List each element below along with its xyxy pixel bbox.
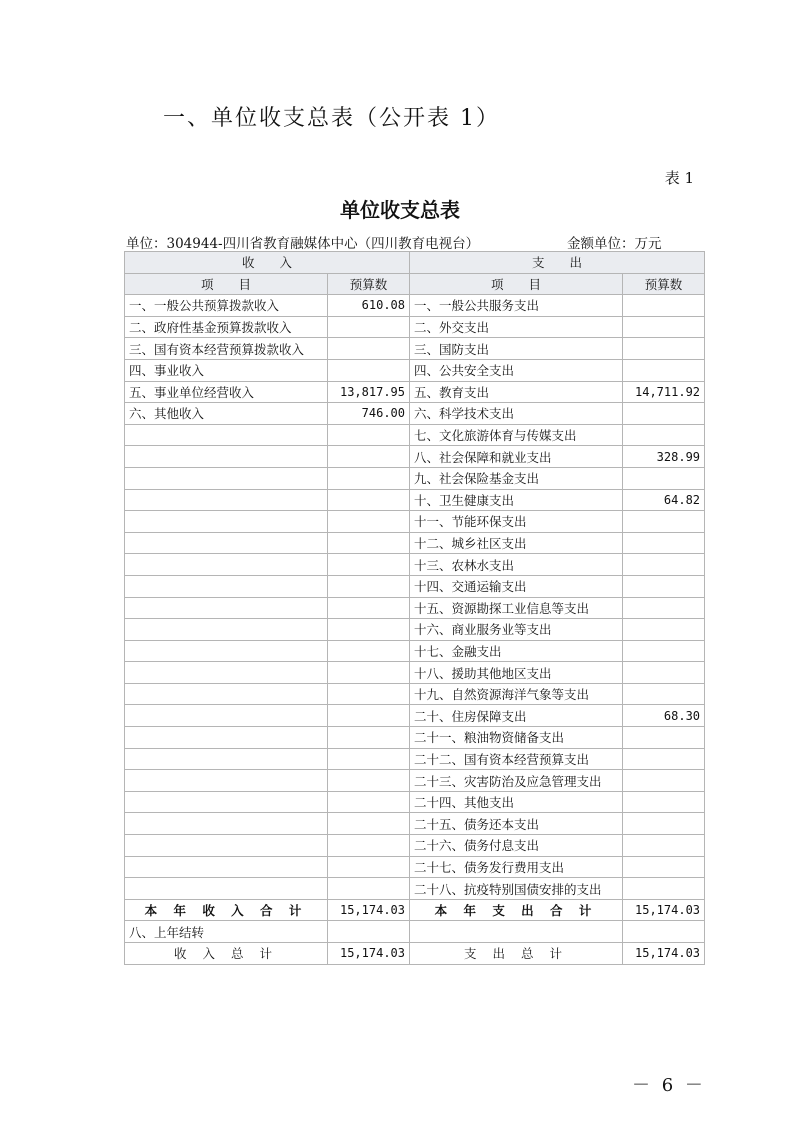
- income-value-cell: [328, 446, 410, 468]
- expense-item-cell: 二、外交支出: [410, 316, 623, 338]
- expense-budget-header: 预算数: [623, 273, 705, 295]
- income-subtotal-label: 本 年 收 入 合 计: [125, 899, 328, 921]
- income-value-cell: [328, 770, 410, 792]
- table-row: [125, 770, 705, 792]
- expense-value-cell: [623, 511, 705, 533]
- expense-value-cell: [623, 748, 705, 770]
- income-item-cell: 二、政府性基金预算拨款收入: [125, 316, 328, 338]
- expense-item-cell: 十四、交通运输支出: [410, 575, 623, 597]
- income-value-cell: [328, 727, 410, 749]
- income-value-cell: [328, 856, 410, 878]
- expense-value-cell: [623, 835, 705, 857]
- expense-item-cell: 一、一般公共服务支出: [410, 295, 623, 317]
- expense-item-cell: 二十六、债务付息支出: [410, 835, 623, 857]
- income-item-cell: 六、其他收入: [125, 403, 328, 425]
- expense-item-cell: 十七、金融支出: [410, 640, 623, 662]
- income-item-cell: [125, 640, 328, 662]
- income-value-cell: 610.08: [328, 295, 410, 317]
- table-row: [125, 705, 705, 727]
- expense-subtotal-label: 本 年 支 出 合 计: [410, 899, 623, 921]
- expense-value-cell: [623, 359, 705, 381]
- expense-item-cell: 十一、节能环保支出: [410, 511, 623, 533]
- expense-value-cell: [623, 424, 705, 446]
- table-row: [125, 467, 705, 489]
- income-total-value: 15,174.03: [328, 943, 410, 965]
- table-row: [125, 835, 705, 857]
- total-row: [125, 943, 705, 965]
- expense-value-cell: 68.30: [623, 705, 705, 727]
- expense-item-cell: 二十五、债务还本支出: [410, 813, 623, 835]
- expense-item-cell: 七、文化旅游体育与传媒支出: [410, 424, 623, 446]
- income-value-cell: [328, 316, 410, 338]
- expense-item-cell: 三、国防支出: [410, 338, 623, 360]
- income-item-cell: 五、事业单位经营收入: [125, 381, 328, 403]
- expense-header: 支 出: [410, 252, 705, 274]
- income-item-cell: 一、一般公共预算拨款收入: [125, 295, 328, 317]
- table-row: [125, 878, 705, 900]
- income-value-cell: [328, 489, 410, 511]
- table-row: [125, 554, 705, 576]
- income-item-cell: [125, 467, 328, 489]
- table-row: [125, 489, 705, 511]
- income-value-cell: [328, 424, 410, 446]
- table-row: [125, 295, 705, 317]
- table-row: [125, 856, 705, 878]
- income-header: 收 入: [125, 252, 410, 274]
- income-item-cell: 三、国有资本经营预算拨款收入: [125, 338, 328, 360]
- income-item-cell: [125, 489, 328, 511]
- expense-subtotal-value: 15,174.03: [623, 899, 705, 921]
- expense-value-cell: 14,711.92: [623, 381, 705, 403]
- income-value-cell: [328, 640, 410, 662]
- income-value-cell: [328, 532, 410, 554]
- expense-total-label: 支 出 总 计: [410, 943, 623, 965]
- income-budget-header: 预算数: [328, 273, 410, 295]
- income-item-cell: [125, 727, 328, 749]
- income-item-cell: [125, 813, 328, 835]
- income-subtotal-value: 15,174.03: [328, 899, 410, 921]
- carryover-expense-item: [410, 921, 623, 943]
- income-value-cell: [328, 597, 410, 619]
- table-row: [125, 532, 705, 554]
- expense-value-cell: [623, 316, 705, 338]
- income-item-cell: [125, 791, 328, 813]
- expense-item-cell: 十三、农林水支出: [410, 554, 623, 576]
- income-value-cell: [328, 878, 410, 900]
- table-title: 单位收支总表: [340, 198, 460, 222]
- income-item-cell: [125, 878, 328, 900]
- table-row: [125, 683, 705, 705]
- expense-value-cell: [623, 813, 705, 835]
- income-item-cell: [125, 511, 328, 533]
- income-value-cell: [328, 359, 410, 381]
- table-row: [125, 748, 705, 770]
- income-value-cell: [328, 467, 410, 489]
- expense-item-cell: 十二、城乡社区支出: [410, 532, 623, 554]
- carryover-expense-value: [623, 921, 705, 943]
- table-row: [125, 597, 705, 619]
- income-value-cell: [328, 748, 410, 770]
- expense-item-cell: 二十、住房保障支出: [410, 705, 623, 727]
- table-row: [125, 359, 705, 381]
- table-row: [125, 727, 705, 749]
- expense-item-cell: 八、社会保障和就业支出: [410, 446, 623, 468]
- income-value-cell: [328, 791, 410, 813]
- table-number: 表 1: [664, 169, 694, 187]
- income-item-cell: [125, 662, 328, 684]
- table-group-header: [125, 252, 705, 274]
- table-row: [125, 619, 705, 641]
- table-row: [125, 511, 705, 533]
- amount-unit: 金额单位：万元: [567, 236, 662, 252]
- income-value-cell: [328, 511, 410, 533]
- carryover-label: 八、上年结转: [125, 921, 328, 943]
- expense-item-cell: 五、教育支出: [410, 381, 623, 403]
- expense-item-cell: 四、公共安全支出: [410, 359, 623, 381]
- table-row: [125, 640, 705, 662]
- table-row: [125, 575, 705, 597]
- unit-line: 单位：304944-四川省教育融媒体中心（四川教育电视台）: [126, 236, 480, 252]
- expense-value-cell: [623, 856, 705, 878]
- expense-total-value: 15,174.03: [623, 943, 705, 965]
- table-row: [125, 381, 705, 403]
- expense-item-cell: 二十三、灾害防治及应急管理支出: [410, 770, 623, 792]
- expense-item-cell: 二十八、抗疫特别国债安排的支出: [410, 878, 623, 900]
- expense-item-cell: 二十一、粮油物资储备支出: [410, 727, 623, 749]
- expense-value-cell: [623, 597, 705, 619]
- expense-value-cell: [623, 683, 705, 705]
- expense-item-cell: 十、卫生健康支出: [410, 489, 623, 511]
- income-item-cell: 四、事业收入: [125, 359, 328, 381]
- income-total-label: 收 入 总 计: [125, 943, 328, 965]
- page-number: － 6 －: [632, 1075, 706, 1096]
- income-value-cell: [328, 813, 410, 835]
- expense-item-cell: 二十四、其他支出: [410, 791, 623, 813]
- income-value-cell: [328, 662, 410, 684]
- expense-item-cell: 十八、援助其他地区支出: [410, 662, 623, 684]
- income-item-cell: [125, 554, 328, 576]
- income-item-cell: [125, 705, 328, 727]
- table-row: [125, 446, 705, 468]
- income-item-cell: [125, 856, 328, 878]
- expense-item-cell: 二十七、债务发行费用支出: [410, 856, 623, 878]
- table-row: [125, 662, 705, 684]
- expense-value-cell: [623, 619, 705, 641]
- expense-value-cell: 64.82: [623, 489, 705, 511]
- expense-value-cell: 328.99: [623, 446, 705, 468]
- income-value-cell: 13,817.95: [328, 381, 410, 403]
- expense-item-header: 项 目: [410, 273, 623, 295]
- income-item-cell: [125, 619, 328, 641]
- expense-item-cell: 十六、商业服务业等支出: [410, 619, 623, 641]
- expense-value-cell: [623, 575, 705, 597]
- expense-value-cell: [623, 295, 705, 317]
- table-row: [125, 338, 705, 360]
- expense-value-cell: [623, 791, 705, 813]
- income-item-cell: [125, 597, 328, 619]
- carryover-value: [328, 921, 410, 943]
- income-value-cell: [328, 338, 410, 360]
- expense-item-cell: 六、科学技术支出: [410, 403, 623, 425]
- income-item-header: 项 目: [125, 273, 328, 295]
- income-value-cell: [328, 683, 410, 705]
- income-value-cell: [328, 705, 410, 727]
- income-item-cell: [125, 683, 328, 705]
- income-value-cell: [328, 835, 410, 857]
- table-row: [125, 316, 705, 338]
- expense-value-cell: [623, 662, 705, 684]
- carryover-row: [125, 921, 705, 943]
- expense-item-cell: 二十二、国有资本经营预算支出: [410, 748, 623, 770]
- expense-value-cell: [623, 727, 705, 749]
- table-column-header: [125, 273, 705, 295]
- table-row: [125, 403, 705, 425]
- expense-value-cell: [623, 467, 705, 489]
- expense-value-cell: [623, 532, 705, 554]
- table-body: [125, 295, 705, 900]
- expense-value-cell: [623, 338, 705, 360]
- table-row: [125, 424, 705, 446]
- income-item-cell: [125, 835, 328, 857]
- budget-table: [124, 251, 705, 965]
- section-heading: 一、单位收支总表（公开表 1）: [163, 106, 500, 131]
- income-item-cell: [125, 748, 328, 770]
- expense-value-cell: [623, 554, 705, 576]
- income-value-cell: 746.00: [328, 403, 410, 425]
- income-value-cell: [328, 554, 410, 576]
- income-value-cell: [328, 619, 410, 641]
- expense-value-cell: [623, 403, 705, 425]
- table-row: [125, 813, 705, 835]
- income-item-cell: [125, 532, 328, 554]
- expense-value-cell: [623, 770, 705, 792]
- subtotal-row: [125, 899, 705, 921]
- expense-value-cell: [623, 878, 705, 900]
- table-row: [125, 791, 705, 813]
- expense-item-cell: 十九、自然资源海洋气象等支出: [410, 683, 623, 705]
- income-item-cell: [125, 575, 328, 597]
- income-item-cell: [125, 770, 328, 792]
- income-item-cell: [125, 446, 328, 468]
- expense-item-cell: 十五、资源勘探工业信息等支出: [410, 597, 623, 619]
- expense-value-cell: [623, 640, 705, 662]
- income-item-cell: [125, 424, 328, 446]
- expense-item-cell: 九、社会保险基金支出: [410, 467, 623, 489]
- income-value-cell: [328, 575, 410, 597]
